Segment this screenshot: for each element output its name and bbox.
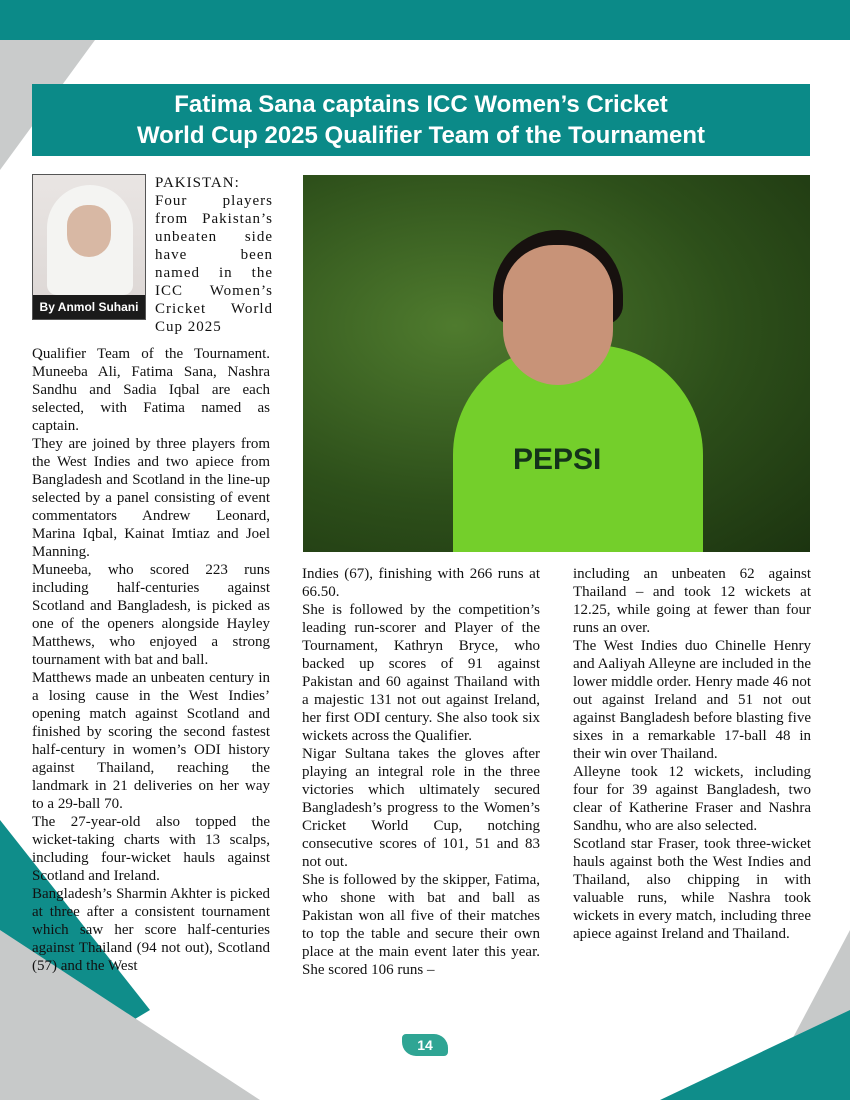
paragraph: including an unbeaten 62 against Thailand – and took 12 wickets at 12.25, while going at fewer than four runs an over. [573, 566, 811, 636]
paragraph: Matthews made an unbeaten century in a losing cause in the West Indies’ opening match against Scotland and finished by scoring the second fastest half-century in women’s ODI history against Thailand, reaching the landmark in 21 deliveries on her way to a 29-ball 70. [32, 670, 270, 812]
paragraph: She is followed by the competition’s leading run-scorer and Player of the Tournament, Kathryn Bryce, who backed up scores of 91 against Pakistan and 60 against Thailand with a majestic 131 not out against Ireland, her first ODI century. She also took six wickets across the Qualifier. [302, 602, 540, 744]
top-banner [0, 0, 850, 40]
player-face [503, 245, 613, 385]
title-line-2: World Cup 2025 Qualifier Team of the Tournament [136, 122, 706, 149]
article-title [32, 84, 810, 156]
author-photo [32, 174, 146, 320]
paragraph: The 27-year-old also topped the wicket-taking charts with 13 scalps, including four-wicket hauls against Scotland and Ireland. [32, 814, 270, 884]
page-number: 14 [402, 1034, 448, 1056]
paragraph: Bangladesh’s Sharmin Akhter is picked at three after a consistent tournament which saw her score half-centuries against Thailand (94 not out), Scotland (57) and the West [32, 886, 270, 974]
paragraph: Alleyne took 12 wickets, including four for 39 against Bangladesh, two clear of Katherine Fraser and Nashra Sandhu, who are also selected. [573, 764, 811, 834]
paragraph: Muneeba, who scored 223 runs including half-centuries against Scotland and Bangladesh, is picked as one of the openers alongside Hayley Matthews, who enjoyed a strong tournament with bat and ball. [32, 562, 270, 668]
paragraph: Indies (67), finishing with 266 runs at 66.50. [302, 566, 540, 600]
paragraph: Scotland star Fraser, took three-wicket hauls against both the West Indies and Thailand, also chipping in with valuable runs, while Nashra took wickets in every match, including three apiece against Ireland and Thailand. [573, 836, 811, 942]
article-column-1 [32, 345, 270, 975]
jersey-logo: PEPSI [513, 443, 602, 476]
author-face [67, 205, 111, 257]
paragraph: Nigar Sultana takes the gloves after playing an integral role in the three victories which ultimately secured Bangladesh’s progress to the Women’s Cricket World Cup, notching consecutive scores of 101, 51 and 83 not out. [302, 746, 540, 870]
article-column-2 [302, 565, 540, 979]
paragraph: She is followed by the skipper, Fatima, who shone with bat and ball as Pakistan won all five of their matches to top the table and secure their own place at the main event later this year. She scored 106 runs – [302, 872, 540, 978]
paragraph: They are joined by three players from the West Indies and two apiece from Bangladesh and Scotland in the line-up selected by a panel consisting of event commentators Andrew Leonard, Marina Iqbal, Kainat Imtiaz and Joel Manning. [32, 436, 270, 560]
decorative-triangle-bottom-right [660, 1010, 850, 1100]
paragraph: The West Indies duo Chinelle Henry and Aaliyah Alleyne are included in the lower middle order. Henry made 46 not out against Ireland and 51 not out against Bangladesh before blasting five sixes in a remarkable 17-ball 48 in their win over Thailand. [573, 638, 811, 762]
paragraph: Qualifier Team of the Tournament. Muneeba Ali, Fatima Sana, Nashra Sandhu and Sadia Iqbal are each selected, with Fatima named as captain. [32, 346, 270, 434]
author-byline: By Anmol Suhani [33, 295, 145, 319]
article-intro: PAKISTAN: Four players from Pakistan’s unbeaten side have been named in the ICC Women’s Cricket World Cup 2025 [155, 175, 273, 335]
title-line-1: Fatima Sana captains ICC Women’s Cricket [174, 91, 668, 118]
player-photo [303, 175, 810, 552]
article-column-3 [573, 565, 811, 943]
